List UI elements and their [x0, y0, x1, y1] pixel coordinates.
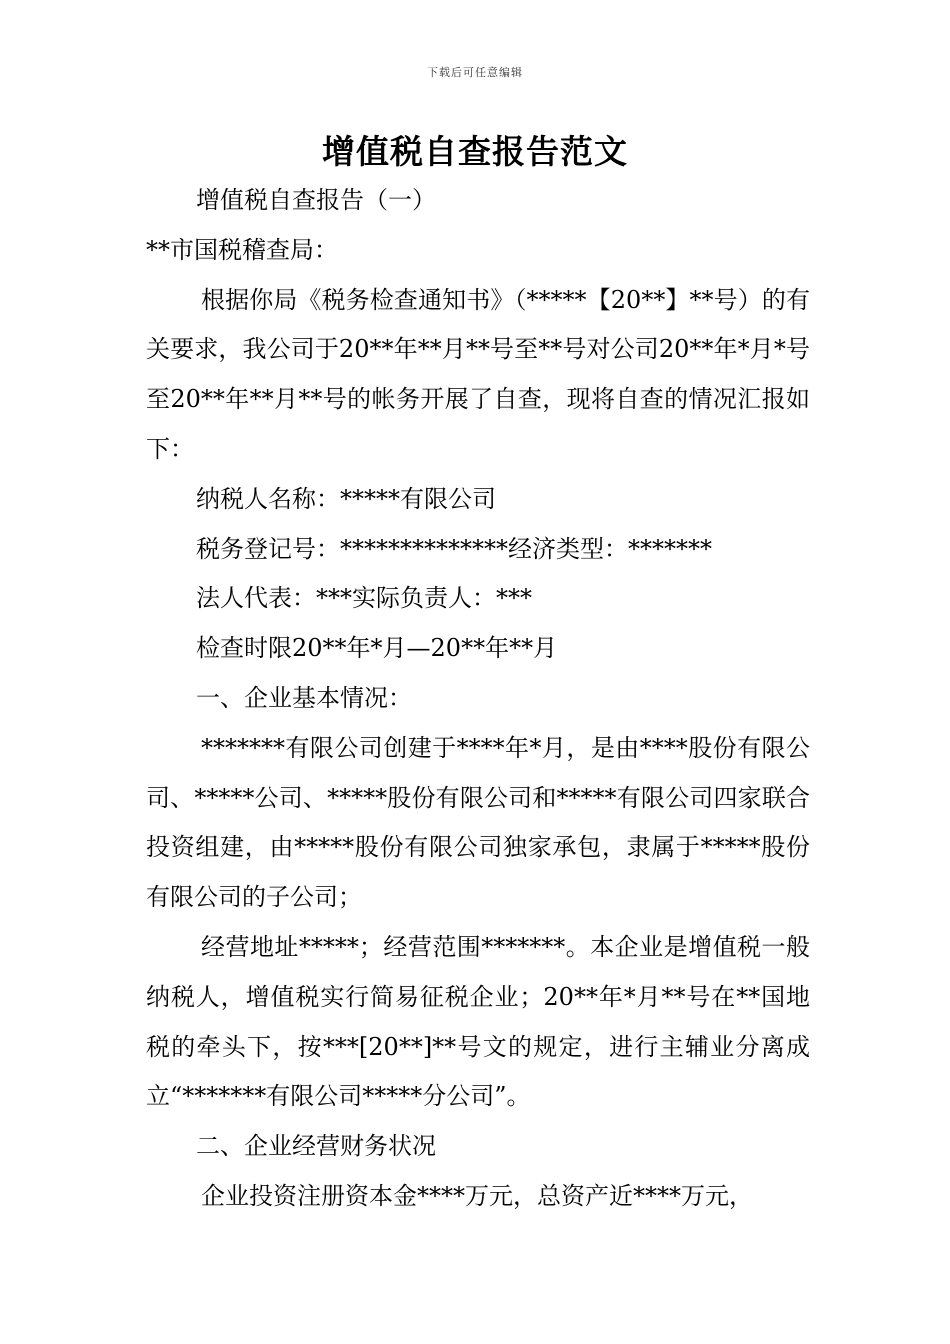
- capital-paragraph: 企业投资注册资本金****万元，总资产近****万元，: [201, 1181, 753, 1210]
- taxpayer-name-line: 纳税人名称：*****有限公司: [196, 484, 496, 513]
- legal-representative-line: 法人代表：***实际负责人：***: [196, 584, 532, 613]
- page-header-note: 下载后可任意编辑: [427, 66, 523, 79]
- section-heading-financial-status: 二、企业经营财务状况: [196, 1132, 436, 1161]
- inspection-period-line: 检查时限20**年*月—20**年**月: [196, 634, 558, 663]
- recipient-line: **市国税稽查局：: [146, 235, 338, 264]
- section-heading-report-one: 增值税自查报告（一）: [196, 186, 436, 214]
- document-title: 增值税自查报告范文: [322, 132, 628, 171]
- section-heading-basic-info: 一、企业基本情况：: [196, 683, 412, 712]
- company-history-paragraph: *******有限公司创建于****年*月，是由****股份有限公司、*****公司、*****股份有限公司和*****有限公司四家联合投资组建，由*****股份有限公司独家承包，隶属于*****股份有限公司的子公司；: [146, 733, 810, 912]
- document-body: [146, 176, 810, 1222]
- business-scope-paragraph: 经营地址*****；经营范围*******。本企业是增值税一般纳税人，增值税实行简易征税企业；20**年*月**号在**国地税的牵头下，按***[20**]**号文的规定，进行主辅业分离成立“*******有限公司*****分公司”。: [146, 932, 810, 1111]
- tax-registration-line: 税务登记号：**************经济类型：*******: [196, 534, 712, 563]
- intro-paragraph: 根据你局《税务检查通知书》（*****【20**】**号）的有关要求，我公司于20**年**月**号至**号对公司20**年*月*号至20**年**月**号的帐务开展了自查，现将自查的情况汇报如下：: [146, 285, 810, 463]
